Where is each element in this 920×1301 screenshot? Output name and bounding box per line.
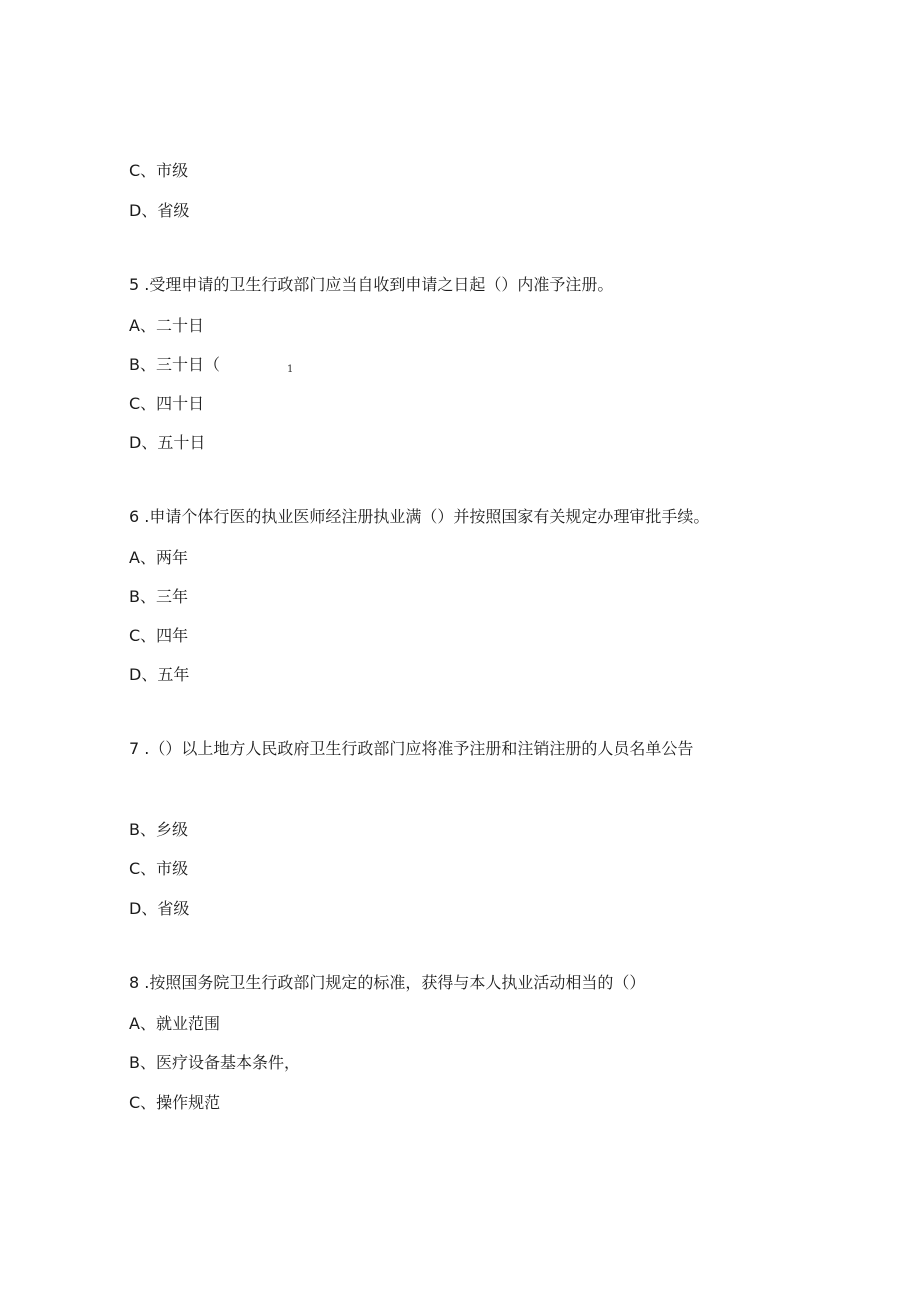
margin-mark: 1: [287, 364, 294, 375]
option-c-q5: C、四十日: [129, 394, 205, 413]
option-c-q8: C、操作规范: [129, 1093, 221, 1112]
option-c-q6: C、四年: [129, 626, 189, 645]
option-a-q8: A、就业范围: [129, 1014, 220, 1033]
option-b-q5: B、三十日（: [129, 355, 220, 374]
option-c-q7: C、市级: [129, 859, 189, 878]
option-a-q5: A、二十日: [129, 316, 204, 335]
question-5: 5 .受理申请的卫生行政部门应当自收到申请之日起（）内准予注册。: [129, 275, 614, 294]
option-d-q4: D、省级: [129, 201, 190, 220]
question-7: 7 .（）以上地方人民政府卫生行政部门应将准予注册和注销注册的人员名单公告: [129, 739, 694, 758]
option-b-q7: B、乡级: [129, 820, 188, 839]
option-d-q5: D、五十日: [129, 433, 206, 452]
question-8: 8 .按照国务院卫生行政部门规定的标准，获得与本人执业活动相当的（）: [129, 973, 646, 992]
option-d-q7: D、省级: [129, 899, 190, 918]
option-b-q8: B、医疗设备基本条件，: [129, 1053, 300, 1072]
option-b-q6: B、三年: [129, 587, 188, 606]
option-a-q6: A、两年: [129, 548, 188, 567]
option-c-q4: C、市级: [129, 161, 189, 180]
question-6: 6 .申请个体行医的执业医师经注册执业满（）并按照国家有关规定办理审批手续。: [129, 507, 710, 526]
option-d-q6: D、五年: [129, 665, 190, 684]
